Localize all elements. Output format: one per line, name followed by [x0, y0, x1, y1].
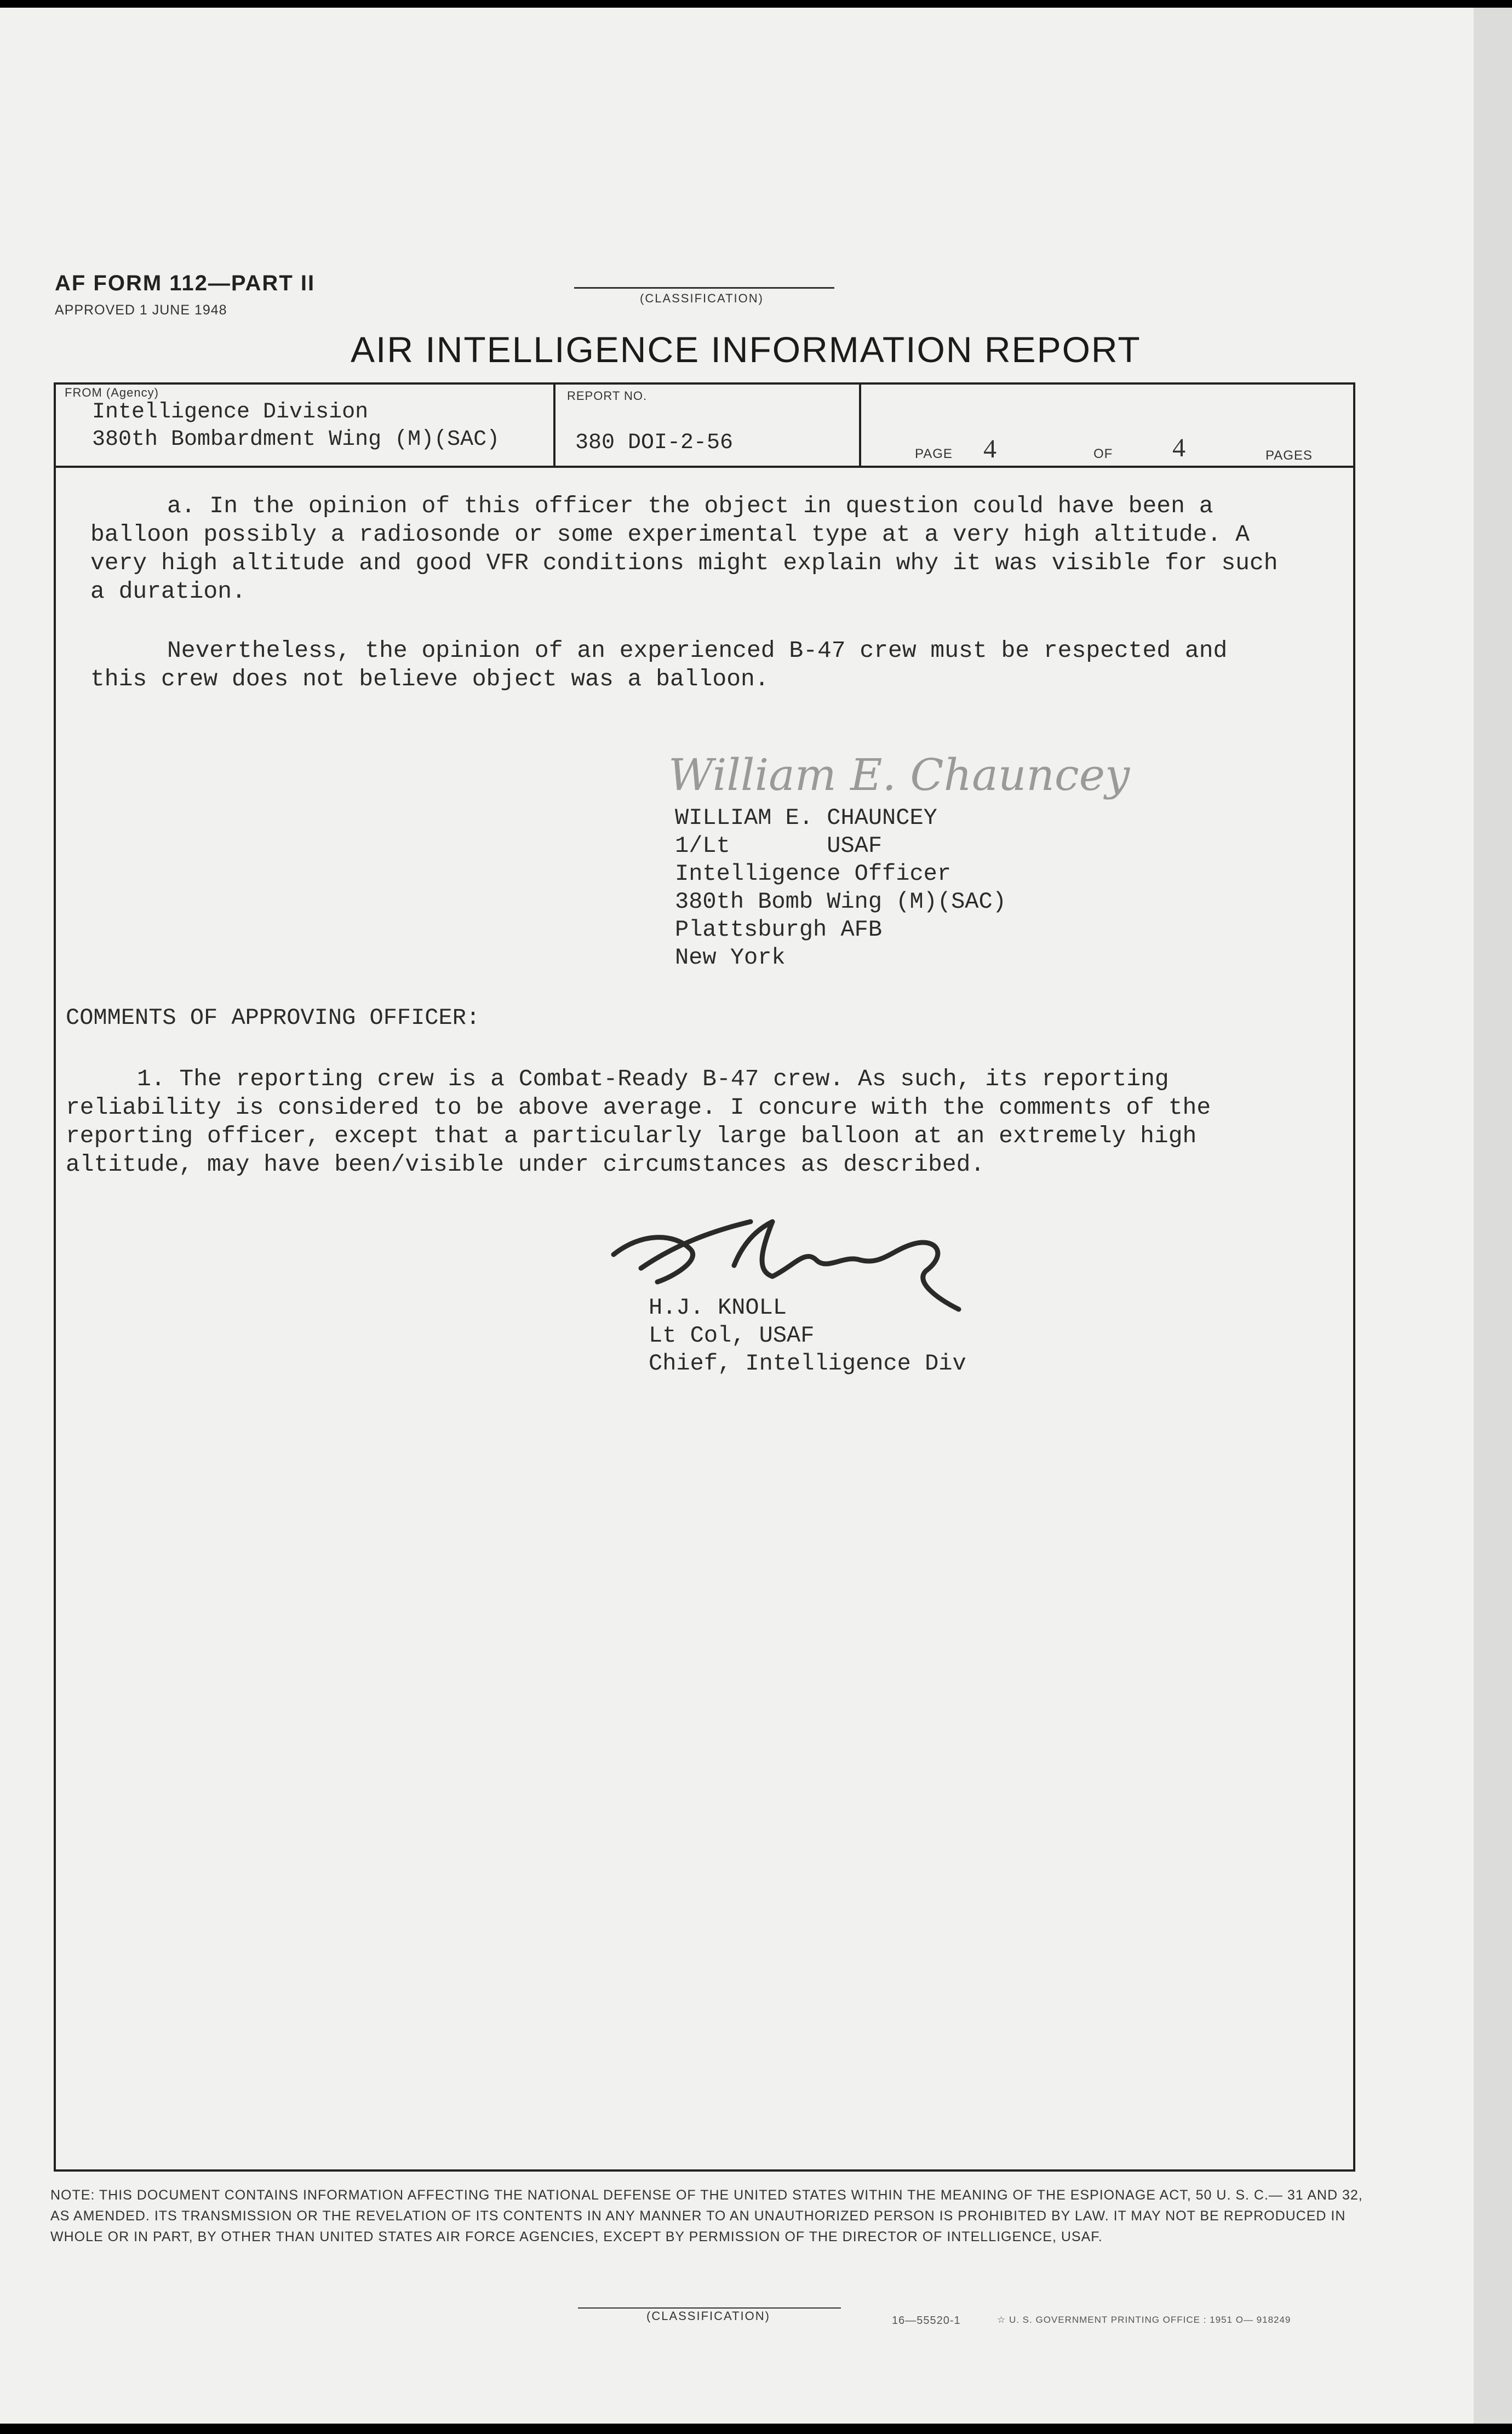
from-label: FROM (Agency) [65, 386, 159, 399]
header-divider-1 [553, 383, 555, 466]
header-divider-2 [859, 383, 861, 466]
comments-paragraph: 1. The reporting crew is a Combat-Ready B-47 crew. As such, its reporting reliability is considered to be above average. I concure with the comments of the reporting officer, except that a particularly large balloon at an extremely high altitude, may have been/visible under circumstances as described. [66, 1066, 1211, 1178]
pages-label: PAGES [1265, 448, 1313, 463]
header-bottom-line [55, 466, 1354, 468]
classification-label-bottom: (CLASSIFICATION) [646, 2309, 770, 2323]
officer-state: New York [675, 944, 786, 971]
form-code: 16—55520-1 [892, 2315, 961, 2327]
chauncey-signature [668, 745, 1130, 811]
approved-date: APPROVED 1 JUNE 1948 [55, 302, 227, 318]
officer-base: Plattsburgh AFB [675, 917, 883, 943]
officer-title: Intelligence Officer [675, 861, 952, 887]
form-id: AF FORM 112—PART II [55, 271, 316, 295]
from-line-2: 380th Bombardment Wing (M)(SAC) [92, 427, 500, 452]
officer-name: WILLIAM E. CHAUNCEY [675, 805, 937, 831]
of-label: OF [1093, 446, 1113, 461]
from-line-1: Intelligence Division [92, 400, 369, 425]
total-pages: 4 [1172, 433, 1185, 462]
report-no-label: REPORT NO. [567, 389, 648, 403]
approver-title: Chief, Intelligence Div [649, 1350, 966, 1377]
classification-line-bottom [578, 2307, 841, 2309]
chauncey-signature-text: William E. Chauncey [668, 749, 1130, 800]
report-title: AIR INTELLIGENCE INFORMATION REPORT [351, 329, 1141, 370]
approver-name: H.J. KNOLL [649, 1295, 787, 1321]
approver-rank: Lt Col, USAF [649, 1322, 815, 1349]
paragraph-nevertheless: Nevertheless, the opinion of an experienced B-47 crew must be respected and this crew does not believe object was a balloon. [90, 637, 1228, 692]
report-number: 380 DOI-2-56 [575, 431, 734, 455]
page-number: 4 [983, 434, 996, 463]
classification-label-top: (CLASSIFICATION) [640, 291, 764, 305]
signature-block-2 [649, 1294, 966, 1378]
printing-office: ☆ U. S. GOVERNMENT PRINTING OFFICE : 1951 O— 918249 [997, 2315, 1291, 2325]
security-note: NOTE: THIS DOCUMENT CONTAINS INFORMATION AFFECTING THE NATIONAL DEFENSE OF THE UNITED STATES WITHIN THE MEANING OF THE ESPIONAGE ACT, 50 U. S. C.— 31 AND 32, AS AMENDED. ITS TRANSMISSION OR THE REVELATION OF ITS CONTENTS IN ANY MANNER TO AN UNAUTHORIZED PERSON IS PROHIBITED BY LAW. IT MAY NOT BE REPRODUCED IN WHOLE OR IN PART, BY OTHER THAN UNITED STATES AIR FORCE AGENCIES, EXCEPT BY PERMISSION OF THE DIRECTOR OF INTELLIGENCE, USAF. [50, 2187, 1363, 2244]
officer-rank: 1/Lt USAF [675, 833, 883, 859]
page-edge [1474, 8, 1512, 2424]
paragraph-a: a. In the opinion of this officer the object in question could have been a balloon possibly a radiosonde or some experimental type at a very high altitude. A very high altitude and good VFR conditions might explain why it was visible for such a duration. [90, 492, 1278, 605]
classification-line-top [574, 287, 834, 289]
comments-heading: COMMENTS OF APPROVING OFFICER: [66, 1005, 480, 1031]
signature-block-1 [675, 804, 1006, 972]
page-label: PAGE [915, 446, 953, 461]
officer-unit: 380th Bomb Wing (M)(SAC) [675, 889, 1006, 915]
